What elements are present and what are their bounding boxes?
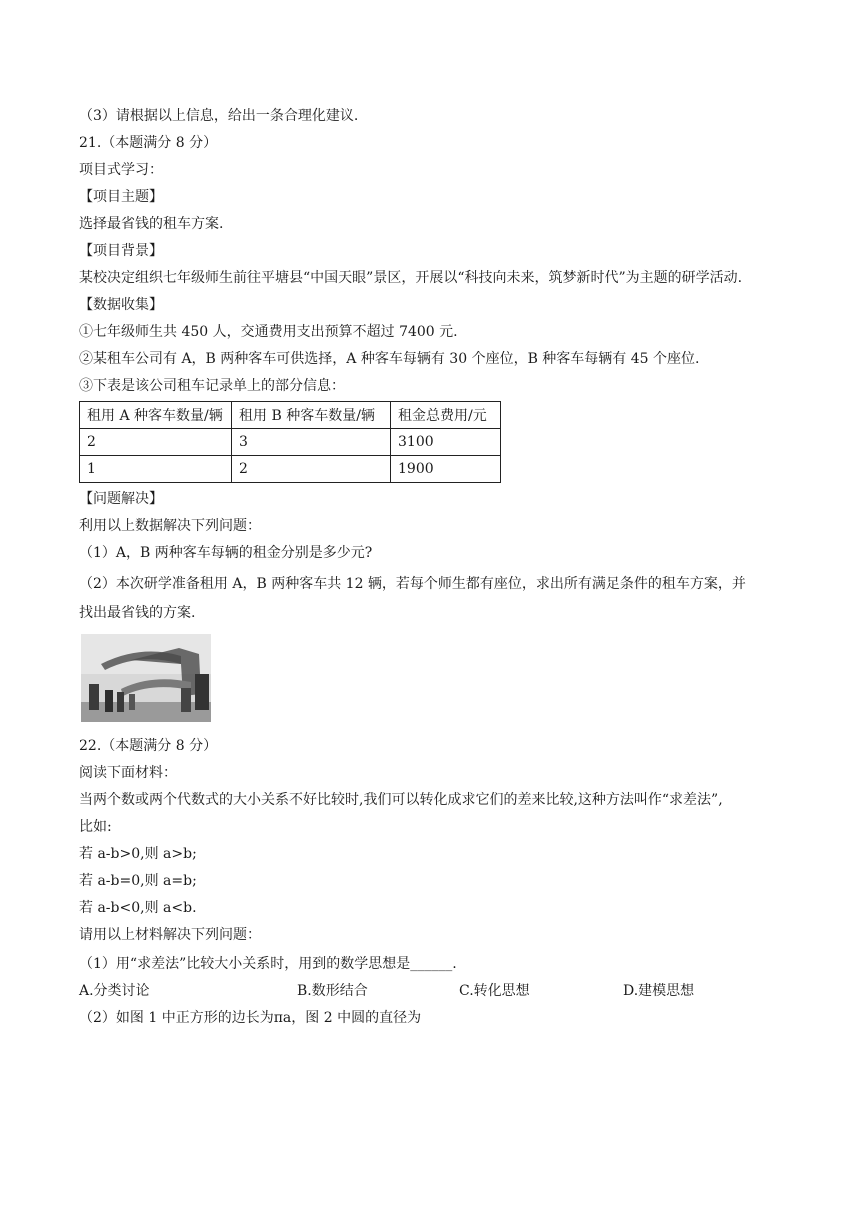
table-cell: 3100 — [391, 429, 501, 456]
project-learning-label: 项目式学习： — [79, 162, 163, 178]
table-header-cell: 租用 B 种客车数量/辆 — [232, 402, 391, 429]
table-row — [80, 429, 501, 456]
data-item-3: ③下表是该公司租车记录单上的部分信息： — [79, 378, 345, 394]
rental-table — [79, 401, 501, 483]
table-cell: 1 — [80, 456, 232, 483]
table-cell: 1900 — [391, 456, 501, 483]
background-text: 某校决定组织七年级师生前往平塘县“中国天眼”景区，开展以“科技向未来，筑梦新时代”为主题的研学活动. — [79, 270, 743, 286]
data-item-1: ①七年级师生共 450 人，交通费用支出预算不超过 7400 元. — [79, 324, 458, 340]
material-line-2: 比如: — [79, 819, 112, 835]
background-title: 【项目背景】 — [79, 243, 163, 259]
table-row — [80, 456, 501, 483]
table-cell: 2 — [80, 429, 232, 456]
q21-part2-line1: （2）本次研学准备租用 A，B 两种客车共 12 辆，若每个师生都有座位，求出所有满足条件的租车方案，并 — [79, 576, 746, 592]
q21-heading: 21.（本题满分 8 分） — [79, 135, 218, 151]
q22-heading: 22.（本题满分 8 分） — [79, 738, 218, 754]
q21-part2-line2: 找出最省钱的方案. — [79, 605, 196, 621]
option-c: C.转化思想 — [459, 983, 530, 999]
q21-part1: （1）A，B 两种客车每辆的租金分别是多少元? — [79, 545, 373, 561]
case-greater: 若 a-b>0,则 a>b; — [79, 846, 197, 862]
theme-title: 【项目主题】 — [79, 189, 163, 205]
table-header-cell: 租用 A 种客车数量/辆 — [80, 402, 232, 429]
q22-part1: （1）用“求差法”比较大小关系时，用到的数学思想是______. — [79, 956, 457, 972]
read-label: 阅读下面材料： — [79, 765, 177, 781]
theme-text: 选择最省钱的租车方案. — [79, 216, 224, 232]
solve-title: 【问题解决】 — [79, 491, 163, 507]
option-a: A.分类讨论 — [79, 983, 150, 999]
tianyan-photo — [81, 634, 211, 722]
q20-part3: （3）请根据以上信息，给出一条合理化建议. — [79, 108, 359, 124]
data-title: 【数据收集】 — [79, 297, 163, 313]
table-cell: 2 — [232, 456, 391, 483]
table-header-cell: 租金总费用/元 — [391, 402, 501, 429]
data-item-2: ②某租车公司有 A，B 两种客车可供选择，A 种客车每辆有 30 个座位，B 种客车每辆有 45 个座位. — [79, 351, 700, 367]
option-b: B.数形结合 — [297, 983, 368, 999]
material-line-1: 当两个数或两个代数式的大小关系不好比较时,我们可以转化成求它们的差来比较,这种方法叫作“求差法”, — [79, 792, 723, 808]
case-equal: 若 a-b=0,则 a=b; — [79, 873, 197, 889]
solve-intro: 利用以上数据解决下列问题： — [79, 518, 261, 534]
option-d: D.建模思想 — [623, 983, 695, 999]
table-header-row — [80, 402, 501, 429]
use-material-label: 请用以上材料解决下列问题： — [79, 927, 261, 943]
q22-part2: （2）如图 1 中正方形的边长为πa，图 2 中圆的直径为 — [79, 1010, 422, 1026]
case-less: 若 a-b<0,则 a<b. — [79, 900, 197, 916]
table-cell: 3 — [232, 429, 391, 456]
